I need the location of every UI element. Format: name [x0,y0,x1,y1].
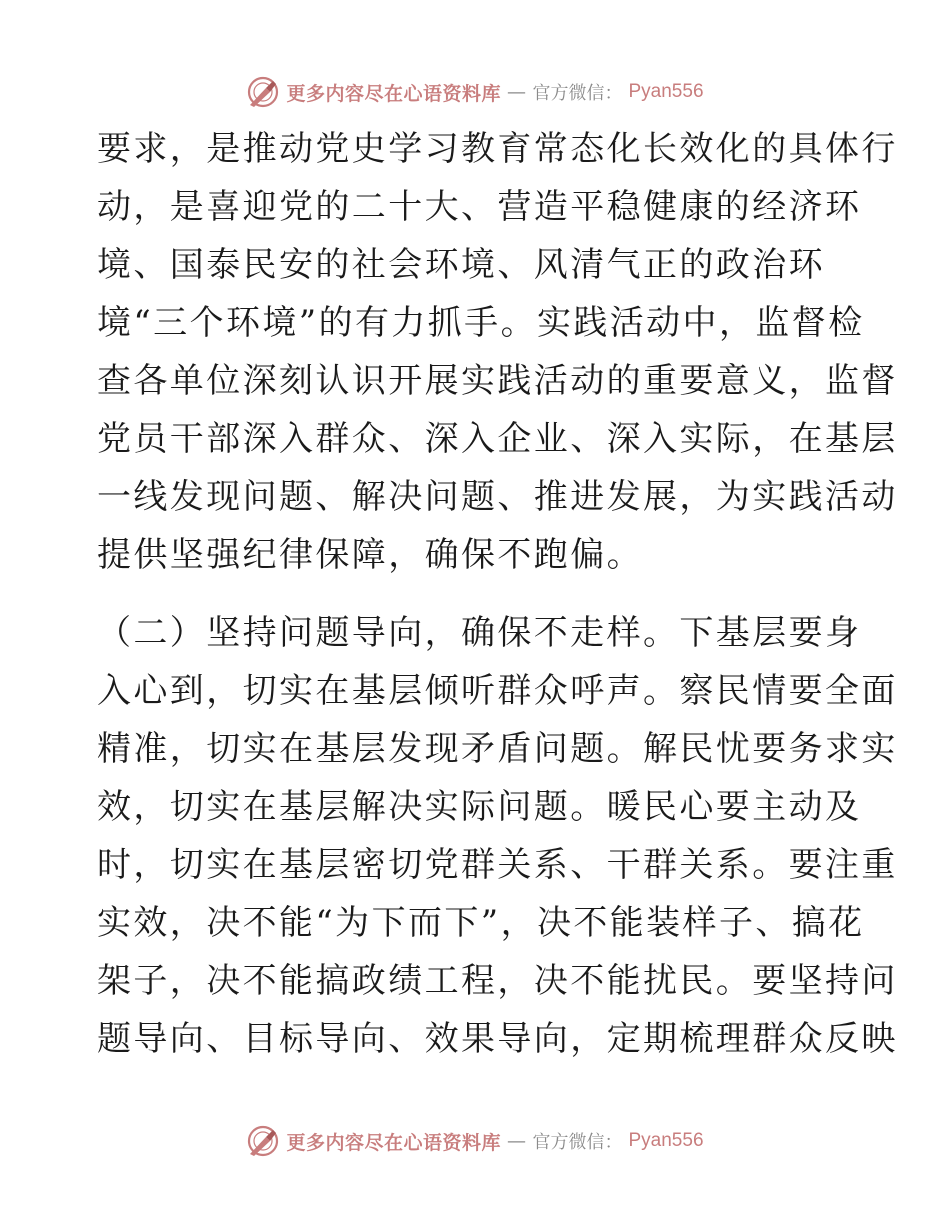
banner-wechat-id: Pyan556 [628,81,704,102]
paragraph-line: 实效，决不能“为下而下”，决不能装样子、搞花 [97,903,865,943]
paragraph-line: 提供坚强纪律保障，确保不跑偏。 [97,535,643,575]
banner-wechat-id: Pyan556 [628,1130,704,1151]
banner-site-text: 更多内容尽在心语资料库 [286,82,501,105]
banner-dash: — [507,81,527,103]
paragraph-line: 动，是喜迎党的二十大、营造平稳健康的经济环 [97,187,862,227]
paragraph-line: （二）坚持问题导向，确保不走样。下基层要身 [97,613,862,653]
banner-dash: — [507,1130,527,1152]
paragraph-line: 精准，切实在基层发现矛盾问题。解民忧要务求实 [97,729,898,769]
footer-banner [0,1121,950,1161]
paragraph-line: 要求，是推动党史学习教育常态化长效化的具体行 [97,129,898,169]
paragraph-line: 境“三个环境”的有力抓手。实践活动中，监督检 [97,303,865,343]
paragraph-line: 一线发现问题、解决问题、推进发展，为实践活动 [97,477,898,517]
banner-wechat-label: 官方微信： [532,83,623,104]
paragraph-spacer [97,584,853,604]
paragraph-1 [97,120,898,584]
header-banner [0,72,950,112]
paragraph-line: 入心到，切实在基层倾听群众呼声。察民情要全面 [97,671,898,711]
banner-site-text: 更多内容尽在心语资料库 [286,1131,501,1154]
paragraph-line: 时，切实在基层密切党群关系、干群关系。要注重 [97,845,898,885]
banner-wechat-label: 官方微信： [532,1132,623,1153]
paragraph-line: 查各单位深刻认识开展实践活动的重要意义，监督 [97,361,898,401]
paragraph-line: 境、国泰民安的社会环境、风清气正的政治环 [97,245,825,285]
document-body [97,120,898,1068]
pen-logo-icon [246,75,280,109]
paragraph-line: 效，切实在基层解决实际问题。暖民心要主动及 [97,787,862,827]
pen-logo-icon [246,1124,280,1158]
paragraph-2 [97,604,898,1068]
paragraph-line: 题导向、目标导向、效果导向，定期梳理群众反映 [97,1019,898,1059]
paragraph-line: 党员干部深入群众、深入企业、深入实际，在基层 [97,419,898,459]
paragraph-line: 架子，决不能搞政绩工程，决不能扰民。要坚持问 [97,961,898,1001]
